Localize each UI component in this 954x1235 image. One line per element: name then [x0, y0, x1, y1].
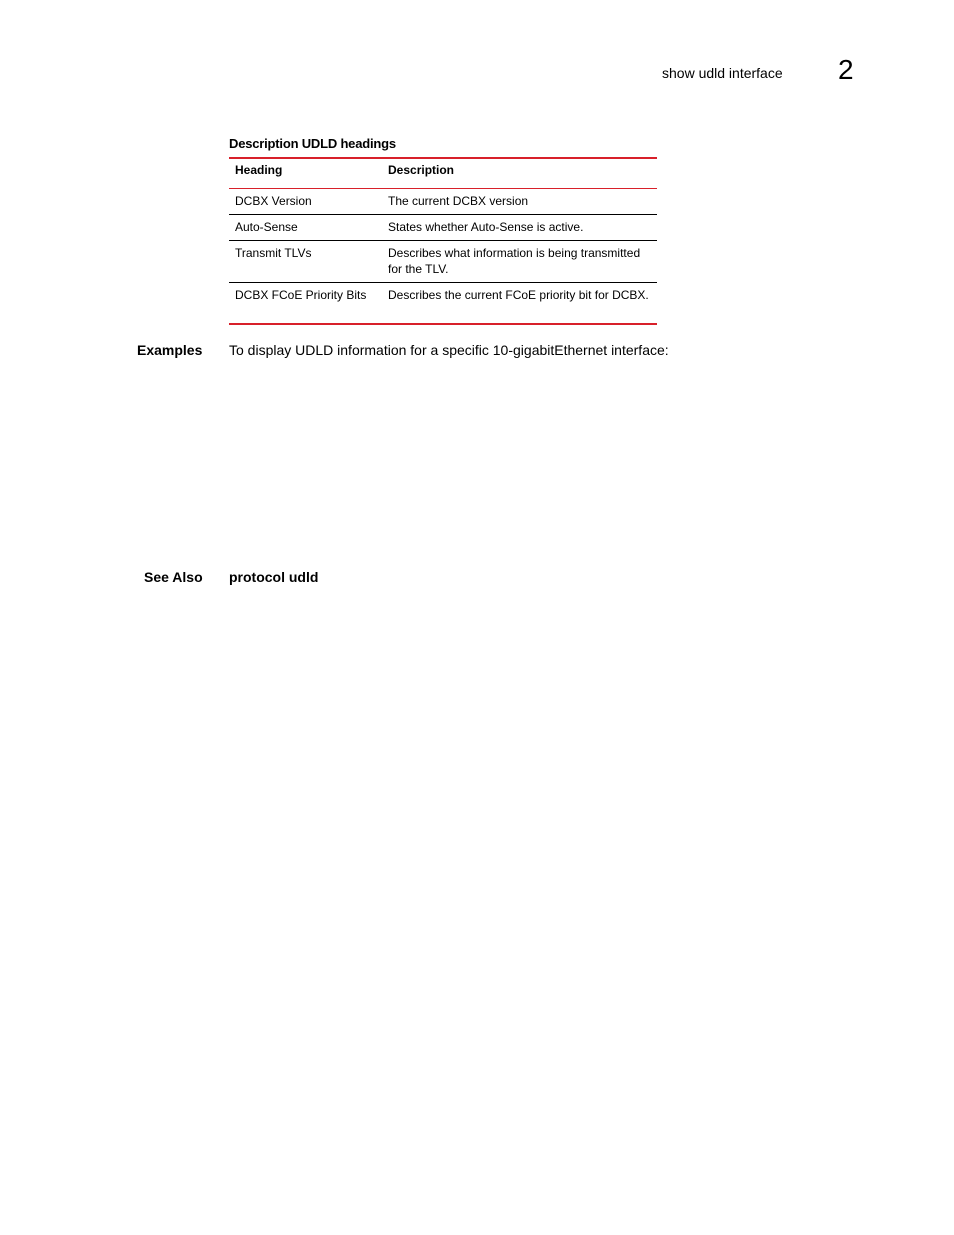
- running-header-title: show udld interface: [662, 65, 783, 81]
- table-caption: Description UDLD headings: [229, 136, 396, 151]
- column-header-description: Description: [382, 158, 657, 189]
- column-header-heading: Heading: [229, 158, 382, 189]
- examples-text: To display UDLD information for a specific 10-gigabitEthernet interface:: [229, 342, 669, 358]
- see-also-label: See Also: [144, 569, 203, 585]
- table-cell-description: The current DCBX version: [382, 189, 657, 215]
- chapter-number: 2: [838, 54, 854, 85]
- table-row: [229, 215, 657, 241]
- table-row: [229, 241, 657, 283]
- table-cell-heading: Transmit TLVs: [229, 241, 382, 283]
- table-cell-description: States whether Auto-Sense is active.: [382, 215, 657, 241]
- table-row: [229, 283, 657, 325]
- table-cell-description: Describes the current FCoE priority bit for DCBX.: [388, 288, 649, 302]
- table-cell-heading: Auto-Sense: [229, 215, 382, 241]
- udld-headings-table: [229, 157, 657, 325]
- examples-label: Examples: [137, 342, 203, 358]
- table-cell-heading: DCBX Version: [229, 189, 382, 215]
- table-cell-heading: DCBX FCoE Priority Bits: [235, 288, 367, 302]
- see-also-link[interactable]: protocol udld: [229, 569, 319, 585]
- table-header-row: [229, 158, 657, 189]
- table-cell-description: Describes what information is being transmitted for the TLV.: [382, 241, 657, 283]
- table-row: [229, 189, 657, 215]
